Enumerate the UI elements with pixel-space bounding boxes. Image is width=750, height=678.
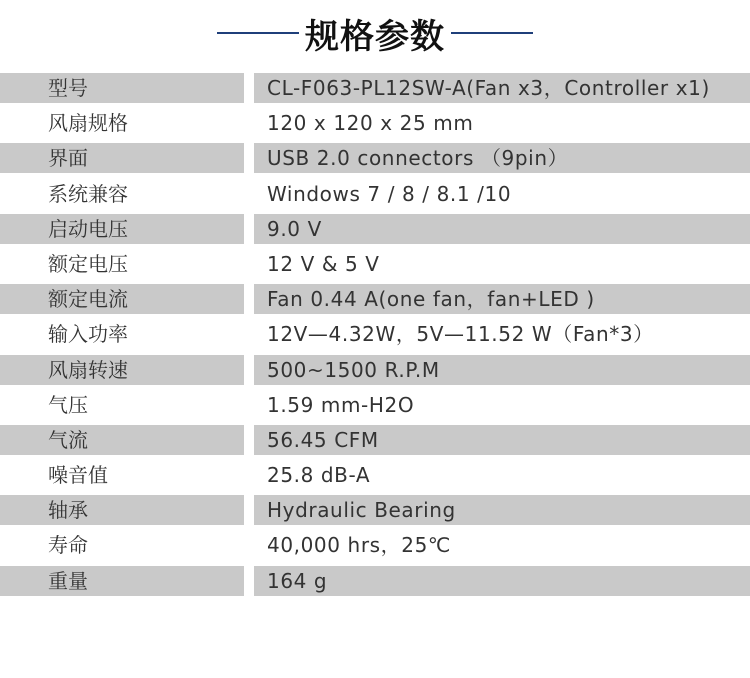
title-right-line [451,32,533,34]
spec-row-interface [0,141,750,176]
page-title: 规格参数 [305,16,445,57]
spec-label: 界面 [0,143,244,173]
spec-row-fan-speed [0,353,750,388]
title-bar [0,8,750,58]
spec-label: 轴承 [0,495,244,525]
spec-value: 12V—4.32W，5V—11.52 W（Fan*3） [267,322,654,347]
spec-row-os-compat [0,177,750,212]
spec-row-lifespan [0,528,750,563]
spec-value: 164 g [254,566,750,596]
spec-label: 系统兼容 [48,181,128,206]
spec-row-start-voltage [0,212,750,247]
spec-value: 12 V & 5 V [267,251,380,276]
spec-value: Fan 0.44 A(one fan，fan+LED ) [254,284,750,314]
title-left-line [217,32,299,34]
spec-value: 56.45 CFM [254,425,750,455]
spec-row-weight [0,564,750,599]
spec-label: 型号 [0,73,244,103]
spec-label: 气流 [0,425,244,455]
spec-value: 25.8 dB-A [267,463,371,488]
spec-value: CL-F063-PL12SW-A(Fan x3，Controller x1) [254,73,750,103]
spec-label: 输入功率 [48,322,128,347]
spec-value: 9.0 V [254,214,750,244]
spec-row-fan-size [0,106,750,141]
spec-row-rated-current [0,282,750,317]
spec-row-input-power [0,317,750,352]
spec-label: 寿命 [48,533,88,558]
spec-value: Hydraulic Bearing [254,495,750,525]
spec-row-model [0,71,750,106]
spec-label: 风扇规格 [48,111,128,136]
spec-value: 1.59 mm-H2O [267,392,415,417]
spec-value: Windows 7 / 8 / 8.1 /10 [267,181,512,206]
spec-label: 重量 [0,566,244,596]
spec-value: USB 2.0 connectors （9pin） [254,143,750,173]
spec-value: 40,000 hrs，25℃ [267,533,451,558]
spec-table [0,71,750,599]
spec-value: 120 x 120 x 25 mm [267,111,474,136]
spec-label: 额定电流 [0,284,244,314]
spec-label: 额定电压 [48,251,128,276]
spec-label: 启动电压 [0,214,244,244]
spec-row-noise [0,458,750,493]
spec-value: 500~1500 R.P.M [254,355,750,385]
spec-row-bearing [0,493,750,528]
spec-row-rated-voltage [0,247,750,282]
spec-row-air-pressure [0,388,750,423]
spec-label: 气压 [48,392,88,417]
spec-label: 噪音值 [48,463,108,488]
spec-row-airflow [0,423,750,458]
spec-label: 风扇转速 [0,355,244,385]
